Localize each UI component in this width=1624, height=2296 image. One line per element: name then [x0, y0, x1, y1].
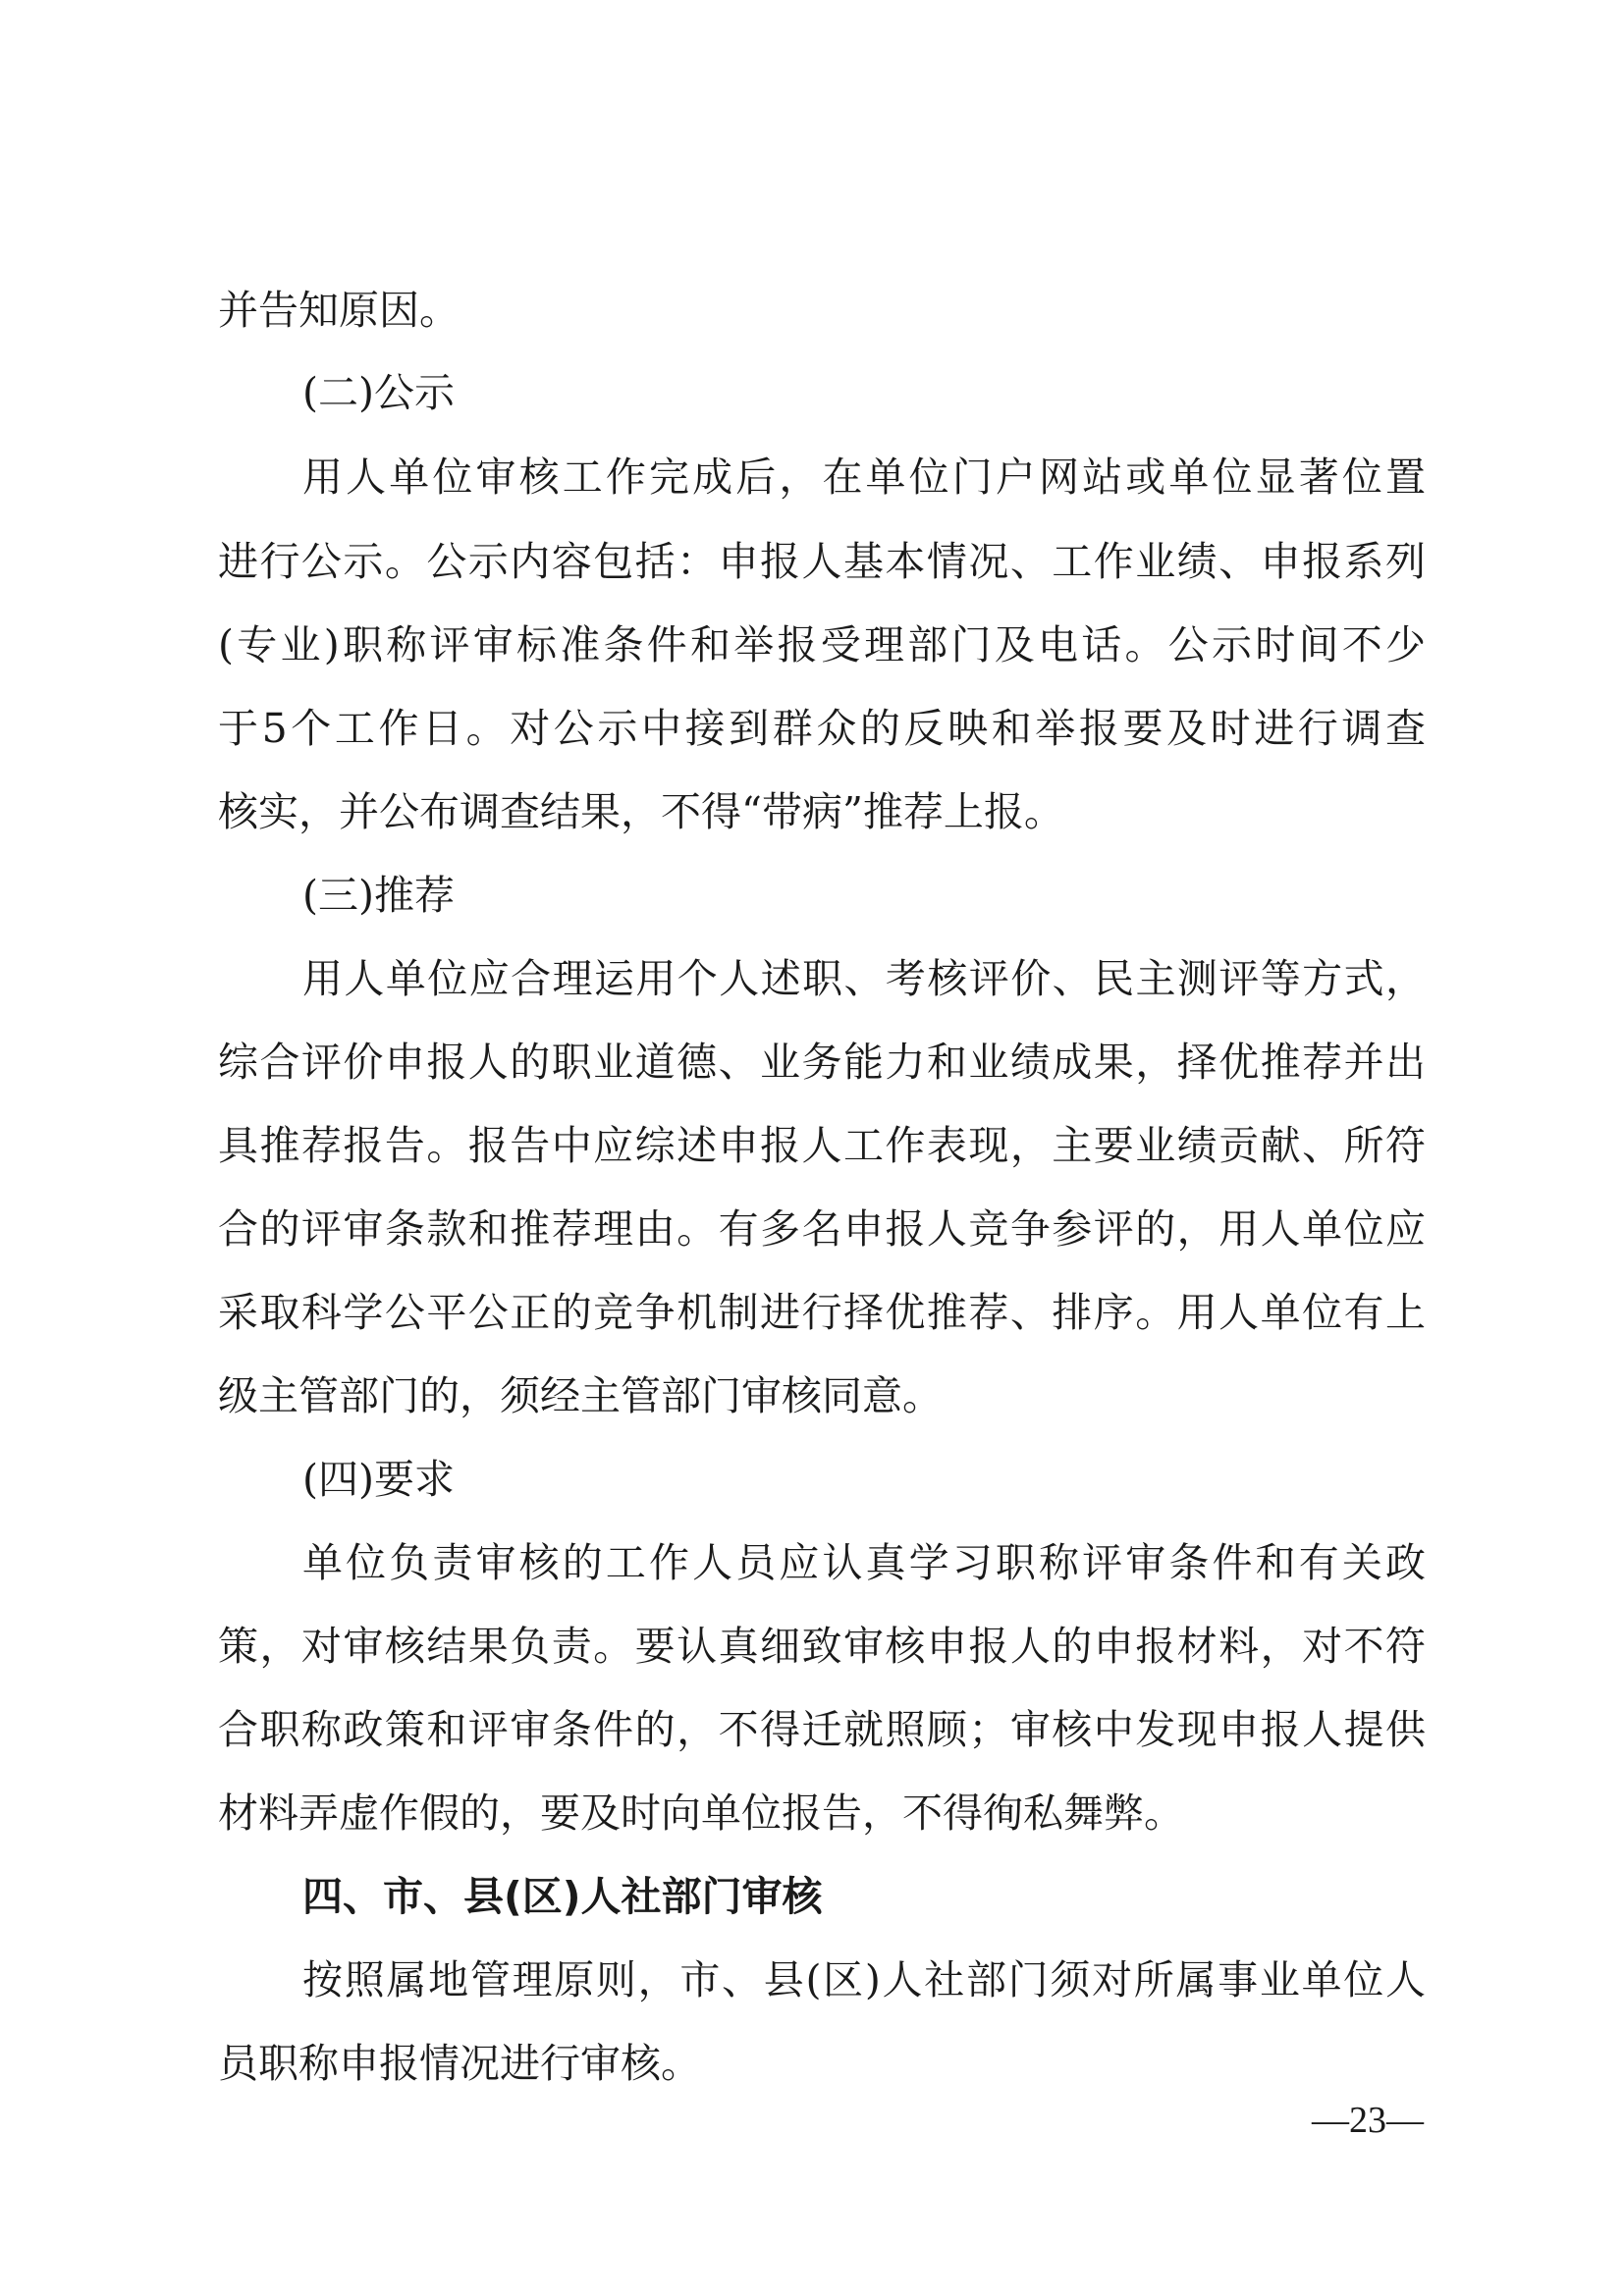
paragraph-line: 用人单位审核工作完成后，在单位门户网站或单位显著位置	[302, 454, 1426, 501]
paragraph-line: 于5个工作日。对公示中接到群众的反映和举报要及时进行调查	[218, 705, 1426, 752]
paragraph-line: (专业)职称评审标准条件和举报受理部门及电话。公示时间不少	[218, 621, 1426, 668]
paragraph-line: 具推荐报告。报告中应综述申报人工作表现，主要业绩贡献、所符	[218, 1122, 1426, 1169]
paragraph-line: 员职称申报情况进行审核。	[218, 2040, 701, 2087]
paragraph-line: 材料弄虚作假的，要及时向单位报告，不得徇私舞弊。	[218, 1789, 1184, 1837]
section-heading-publicity: (二)公示	[302, 369, 455, 416]
page-number: —23—	[1312, 2100, 1424, 2141]
paragraph-line: 按照属地管理原则，市、县(区)人社部门须对所属事业单位人	[302, 1956, 1426, 2003]
section-heading-requirements: (四)要求	[302, 1456, 455, 1503]
paragraph-line: 单位负责审核的工作人员应认真学习职称评审条件和有关政	[302, 1539, 1426, 1586]
paragraph-line: 采取科学公平公正的竞争机制进行择优推荐、排序。用人单位有上	[218, 1289, 1426, 1336]
paragraph-line: 级主管部门的，须经主管部门审核同意。	[218, 1372, 943, 1419]
paragraph-line: 策，对审核结果负责。要认真细致审核申报人的申报材料，对不符	[218, 1623, 1426, 1670]
paragraph-line: 合职称政策和评审条件的，不得迁就照顾；审核中发现申报人提供	[218, 1706, 1426, 1753]
paragraph-line: 用人单位应合理运用个人述职、考核评价、民主测评等方式，	[302, 955, 1426, 1002]
paragraph-line: 并告知原因。	[218, 287, 460, 334]
paragraph-line: 核实，并公布调查结果，不得“带病”推荐上报。	[218, 788, 1064, 835]
paragraph-line: 进行公示。公示内容包括：申报人基本情况、工作业绩、申报系列	[218, 538, 1426, 585]
paragraph-line: 综合评价申报人的职业道德、业务能力和业绩成果，择优推荐并出	[218, 1039, 1426, 1086]
section-heading-hrss-review: 四、市、县(区)人社部门审核	[302, 1873, 823, 1920]
section-heading-recommend: (三)推荐	[302, 872, 455, 919]
paragraph-line: 合的评审条款和推荐理由。有多名申报人竞争参评的，用人单位应	[218, 1205, 1426, 1253]
